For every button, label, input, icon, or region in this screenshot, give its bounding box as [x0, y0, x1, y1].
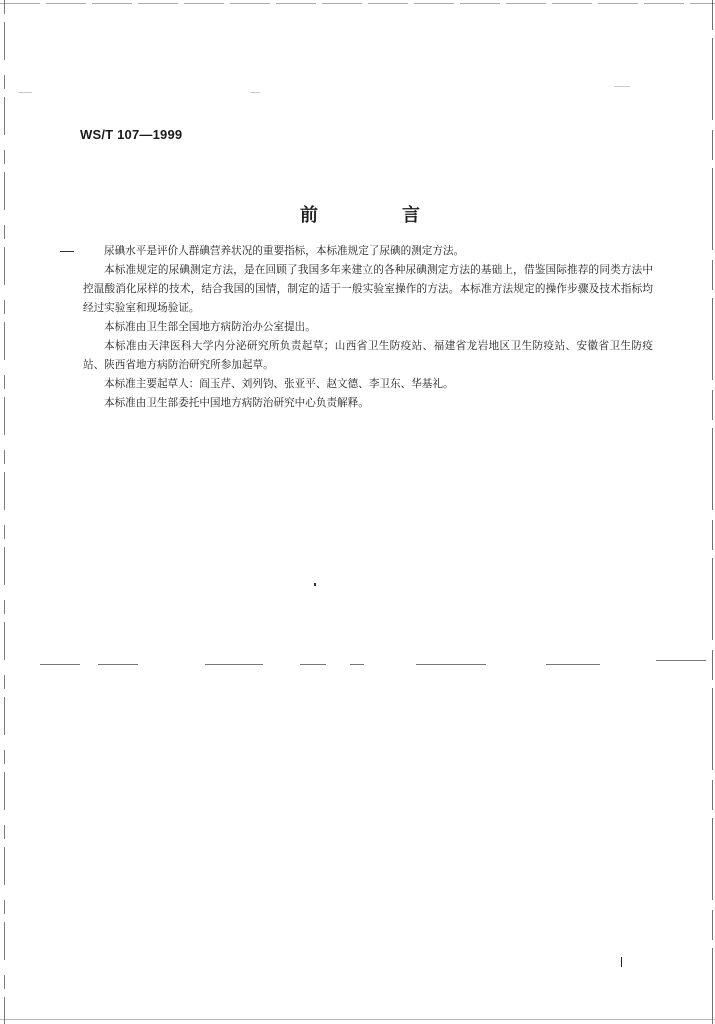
scan-border-right [712, 0, 713, 1024]
scan-artifact [416, 664, 486, 665]
scan-artifact [350, 664, 364, 665]
standard-code: WS/T 107—1999 [80, 127, 183, 142]
scan-border-top [0, 3, 715, 4]
paragraph-6: 本标准由卫生部委托中国地方病防治研究中心负责解释。 [104, 397, 369, 409]
scan-border-left [4, 0, 5, 1024]
page-title [300, 201, 420, 227]
scan-artifact [546, 664, 600, 665]
scan-artifact [300, 664, 326, 665]
title-char-2: 言 [402, 205, 420, 226]
foreword-body [83, 242, 653, 413]
scan-artifact [205, 664, 263, 665]
paragraph-4: 本标准由天津医科大学内分泌研究所负责起草；山西省卫生防疫站、福建省龙岩地区卫生防疫站、安徽省卫生防疫站、陕西省地方病防治研究所参加起草。 [83, 340, 653, 371]
scan-artifact [98, 664, 138, 665]
paragraph-1: 尿碘水平是评价人群碘营养状况的重要指标，本标准规定了尿碘的测定方法。 [104, 245, 465, 257]
scan-artifact [18, 92, 32, 93]
scan-artifact [250, 92, 260, 93]
folio-mark [621, 957, 622, 967]
paragraph-3: 本标准由卫生部全国地方病防治办公室提出。 [104, 321, 316, 333]
title-char-1: 前 [300, 205, 318, 226]
scan-artifact [40, 664, 80, 665]
scan-artifact [60, 251, 74, 252]
scan-speck [314, 583, 316, 586]
paragraph-5: 本标准主要起草人：阎玉芹、刘列钧、张亚平、赵文德、李卫东、华基礼。 [104, 378, 454, 390]
paragraph-2: 本标准规定的尿碘测定方法，是在回顾了我国多年来建立的各种尿碘测定方法的基础上，借鉴国际推荐的同类方法中控温酸消化尿样的技术，结合我国的国情，制定的适于一般实验室操作的方法。本标准方法规定的操作步骤及技术指标均经过实验室和现场验证。 [83, 264, 653, 314]
scan-border-bottom [0, 1019, 715, 1020]
scan-artifact [614, 86, 630, 87]
scan-artifact [656, 660, 706, 661]
